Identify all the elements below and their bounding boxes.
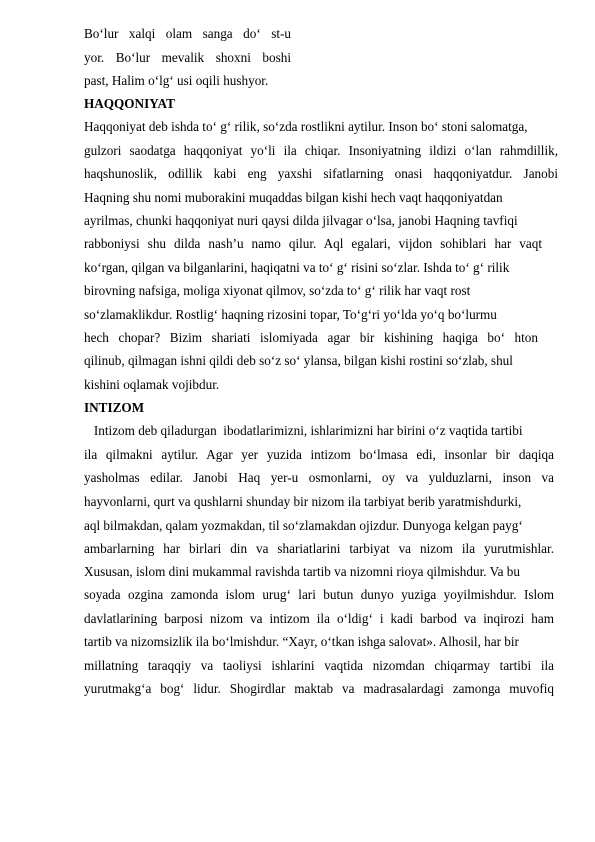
paragraph-line: millatning taraqqiy va taoliysi ishlarini vaqtida nizomdan chiqarmay tartibi ila <box>84 658 554 673</box>
paragraph-line: davlatlarining barposi nizom va intizom ila o‘ldig‘ i kadi barbod va inqirozi ham <box>84 611 554 626</box>
paragraph-line: Haqqoniyat deb ishda to‘ g‘ rilik, so‘zda rostlikni aytilur. Inson bo‘ stoni salomatga, <box>84 119 528 134</box>
poem-line-1: Bo‘lur xalqi olam sanga do‘ st-u <box>84 26 291 41</box>
section-heading-haqqoniyat: HAQQONIYAT <box>84 96 175 111</box>
paragraph-line: yasholmas edilar. Janobi Haq yer-u osmonlarni, oy va yulduzlarni, inson va <box>84 470 554 485</box>
paragraph-line: hech chopar? Bizim shariati islomiyada agar bir kishining haqiga bo‘ hton <box>84 330 538 345</box>
paragraph-line: ko‘rgan, qilgan va bilganlarini, haqiqatni va to‘ g‘ risini so‘zlar. Ishda to‘ g‘ rilik <box>84 260 510 275</box>
paragraph-line: qilinub, qilmagan ishni qildi deb so‘z so‘ ylansa, bilgan kishi rostini so‘zlab, shul <box>84 353 513 368</box>
section-heading-intizom: INTIZOM <box>84 400 145 415</box>
paragraph-line: tartib va nizomsizlik ila bo‘lmishdur. “Xayr, o‘tkan ishga salovat». Alhosil, har bir <box>84 634 519 649</box>
paragraph-line: rabboniysi shu dilda nash’u namo qilur. Aql egalari, vijdon sohiblari har vaqt <box>84 236 542 251</box>
paragraph-line: aql bilmakdan, qalam yozmakdan, til so‘zlamakdan ojizdur. Dunyoga kelgan payg‘ <box>84 518 523 533</box>
paragraph-line: haqshunoslik, odillik kabi eng yaxshi sifatlarning onasi haqqoniyatdur. Janobi <box>84 166 558 181</box>
paragraph-line: hayvonlarni, qurt va qushlarni shunday bir nizom ila tarbiyat berib yaratmishdurki, <box>84 494 522 509</box>
paragraph-line: soyada ozgina zamonda islom urug‘ lari butun dunyo yuziga yoyilmishdur. Islom <box>84 587 554 602</box>
poem-line-3: past, Halim o‘lg‘ usi oqili hushyor. <box>84 73 269 88</box>
paragraph-line: birovning nafsiga, moliga xiyonat qilmov, so‘zda to‘ g‘ rilik har vaqt rost <box>84 283 471 298</box>
paragraph-line: ayrilmas, chunki haqqoniyat nuri qaysi dilda jilvagar o‘lsa, janobi Haqning tavfiqi <box>84 213 518 228</box>
paragraph-line: gulzori saodatga haqqoniyat yo‘li ila chiqar. Insoniyatning ildizi o‘lan rahmdillik, <box>84 143 558 158</box>
paragraph-line: Haqning shu nomi muborakini muqaddas bilgan kishi hech vaqt haqqoniyatdan <box>84 190 503 205</box>
paragraph-line: yurutmakg‘a bog‘ lidur. Shogirdlar maktab va madrasalardagi zamonga muvofiq <box>84 681 554 696</box>
poem-line-2: yor. Bo‘lur mevalik shoxni boshi <box>84 50 291 65</box>
paragraph-line: ila qilmakni aytilur. Agar yer yuzida intizom bo‘lmasa edi, insonlar bir daqiqa <box>84 447 554 462</box>
paragraph-line: kishini oqlamak vojibdur. <box>84 377 220 392</box>
paragraph-line: ambarlarning har birlari din va shariatlarini tarbiyat va nizom ila yurutmishlar. <box>84 541 554 556</box>
paragraph-line: Xususan, islom dini mukammal ravishda tartib va nizomni rioya qilmishdur. Va bu <box>84 564 520 579</box>
paragraph-line: so‘zlamaklikdur. Rostlig‘ haqning rizosini topar, To‘g‘ri yo‘lda yo‘q bo‘lurmu <box>84 307 497 322</box>
paragraph-line: Intizom deb qiladurgan ibodatlarimizni, ishlarimizni har birini o‘z vaqtida tartibi <box>84 423 523 438</box>
